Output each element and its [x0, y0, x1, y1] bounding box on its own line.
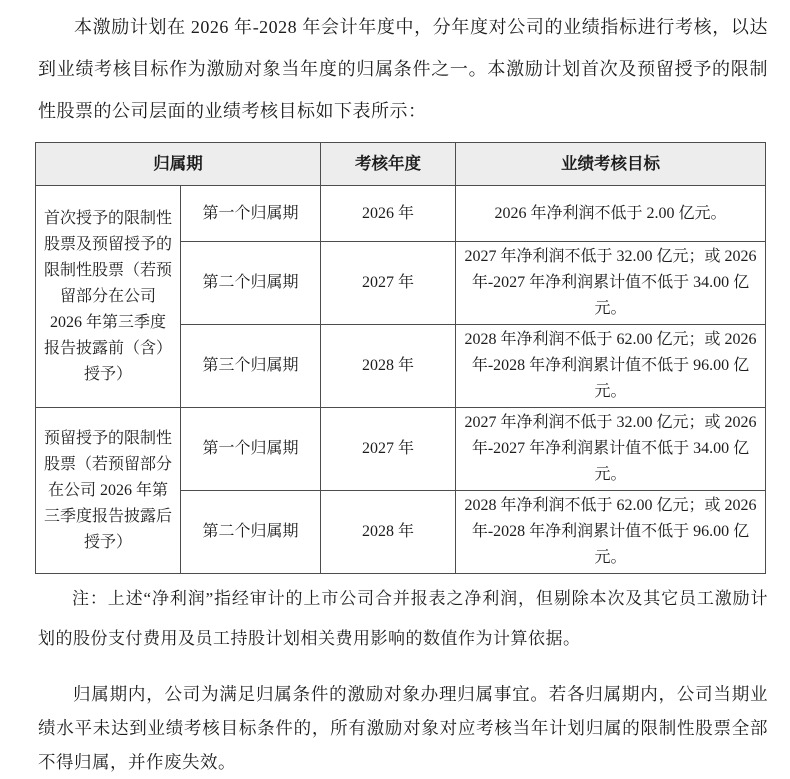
vesting-period-cell: 第二个归属期	[181, 242, 321, 325]
performance-target-table	[35, 142, 766, 574]
vesting-period-cell: 第一个归属期	[181, 186, 321, 242]
table-row	[36, 186, 766, 242]
note-paragraph: 注：上述“净利润”指经审计的上市公司合并报表之净利润，但剔除本次及其它员工激励计划的股份支付费用及员工持股计划相关费用影响的数值作为计算依据。	[38, 589, 768, 648]
assessment-year-cell: 2026 年	[321, 186, 456, 242]
assessment-year-cell: 2028 年	[321, 491, 456, 574]
column-header-assessment-year: 考核年度	[321, 143, 456, 186]
assessment-year-cell: 2028 年	[321, 325, 456, 408]
vesting-period-cell: 第二个归属期	[181, 491, 321, 574]
column-header-vesting-period: 归属期	[36, 143, 321, 186]
performance-target-cell: 2026 年净利润不低于 2.00 亿元。	[456, 186, 766, 242]
vesting-period-cell: 第三个归属期	[181, 325, 321, 408]
table-row	[36, 408, 766, 491]
closing-paragraph: 归属期内，公司为满足归属条件的激励对象办理归属事宜。若各归属期内，公司当期业绩水平未达到业绩考核目标条件的，所有激励对象对应考核当年计划归属的限制性股票全部不得归属，并作废失效。	[38, 684, 768, 772]
performance-target-cell: 2027 年净利润不低于 32.00 亿元；或 2026 年-2027 年净利润累计值不低于 34.00 亿元。	[456, 408, 766, 491]
intro-paragraph: 本激励计划在 2026 年-2028 年会计年度中，分年度对公司的业绩指标进行考核，以达到业绩考核目标作为激励对象当年度的归属条件之一。本激励计划首次及预留授予的限制性股票的公司层面的业绩考核目标如下表所示：	[38, 17, 768, 121]
column-header-performance-target: 业绩考核目标	[456, 143, 766, 186]
grant-group-label-reserved: 预留授予的限制性股票（若预留部分在公司 2026 年第三季度报告披露后授予）	[36, 408, 181, 574]
performance-target-cell: 2028 年净利润不低于 62.00 亿元；或 2026 年-2028 年净利润累计值不低于 96.00 亿元。	[456, 325, 766, 408]
performance-target-cell: 2028 年净利润不低于 62.00 亿元；或 2026 年-2028 年净利润累计值不低于 96.00 亿元。	[456, 491, 766, 574]
assessment-year-cell: 2027 年	[321, 242, 456, 325]
vesting-period-cell: 第一个归属期	[181, 408, 321, 491]
performance-target-cell: 2027 年净利润不低于 32.00 亿元；或 2026 年-2027 年净利润累计值不低于 34.00 亿元。	[456, 242, 766, 325]
grant-group-label-initial: 首次授予的限制性股票及预留授予的限制性股票（若预留部分在公司 2026 年第三季度报告披露前（含）授予）	[36, 186, 181, 408]
table-header-row	[36, 143, 766, 186]
assessment-year-cell: 2027 年	[321, 408, 456, 491]
